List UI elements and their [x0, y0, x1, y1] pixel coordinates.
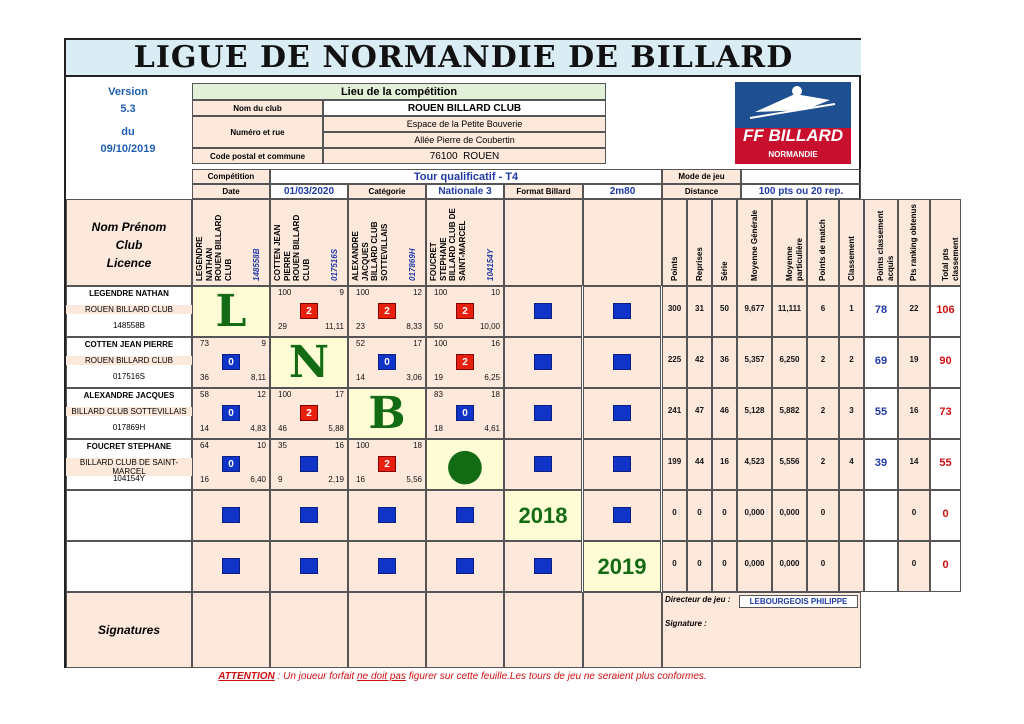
cat-label: Catégorie — [348, 184, 426, 199]
stat-value: 0,000 — [744, 559, 765, 568]
stat-value: 106 — [936, 304, 955, 316]
rue-value-2: Allée Pierre de Coubertin — [323, 132, 606, 148]
match-reprises: 17 — [413, 339, 422, 348]
match-points: 58 — [200, 390, 209, 399]
stat-head-label: Points de match — [818, 219, 827, 281]
stat-value: 2 — [820, 406, 826, 415]
format-value: 2m80 — [583, 184, 662, 199]
match-score-box[interactable] — [222, 558, 240, 574]
match-score-box[interactable]: 0 — [378, 354, 396, 370]
stat-head-label: Série — [719, 261, 729, 281]
player-club: ROUEN BILLARD CLUB — [66, 356, 192, 365]
match-serie: 16 — [356, 475, 365, 484]
match-reprises: 16 — [335, 441, 344, 450]
signature-cell-1 — [192, 592, 270, 668]
match-moyenne: 8,11 — [251, 373, 266, 382]
player-col-club: ROUEN BILLARD CLUB — [292, 214, 311, 281]
stat-value: 0 — [697, 508, 702, 517]
diagonal-mark: ● — [445, 439, 485, 490]
stat-value: 55 — [874, 406, 888, 418]
stat-head-label: Pts ranking obtenus — [909, 204, 918, 281]
match-moyenne: 11,11 — [325, 322, 344, 331]
version-date: 09/10/2019 — [100, 143, 156, 155]
match-score-box[interactable] — [534, 558, 552, 574]
match-serie: 16 — [200, 475, 209, 484]
match-serie: 23 — [356, 322, 365, 331]
stat-value: 241 — [667, 406, 682, 415]
match-points: 52 — [356, 339, 365, 348]
stat-value: 22 — [909, 304, 919, 313]
match-score-box[interactable] — [613, 507, 631, 523]
match-serie: 14 — [356, 373, 365, 382]
match-moyenne: 10,00 — [479, 322, 500, 331]
signatures-label: Signatures — [97, 623, 160, 637]
player-club: ROUEN BILLARD CLUB — [66, 305, 192, 314]
stat-value: 19 — [909, 355, 919, 364]
distance-label: Distance — [662, 184, 741, 199]
stat-value: 0,000 — [779, 559, 800, 568]
version-number: 5.3 — [120, 103, 136, 115]
stat-value: 36 — [720, 355, 729, 364]
signature-cell-3 — [348, 592, 426, 668]
stat-value: 16 — [909, 406, 919, 415]
player-col-licence: 017869H — [408, 248, 417, 281]
match-score-box[interactable]: 0 — [222, 354, 240, 370]
match-reprises: 16 — [491, 339, 500, 348]
stat-value: 0,000 — [779, 508, 800, 517]
stat-value: 6 — [820, 304, 826, 313]
stat-cell-7 — [864, 490, 898, 541]
match-score-box[interactable] — [613, 354, 631, 370]
signature-cell-2 — [270, 592, 348, 668]
stat-value: 78 — [874, 304, 888, 316]
mode-value — [741, 169, 861, 184]
match-score-box[interactable] — [300, 558, 318, 574]
match-score-box[interactable] — [613, 405, 631, 421]
stat-value: 0 — [722, 508, 727, 517]
match-score-box[interactable] — [378, 507, 396, 523]
stat-value: 31 — [695, 304, 704, 313]
stat-head-label: Points — [669, 256, 679, 281]
signature-cell-4 — [426, 592, 504, 668]
stat-value: 46 — [720, 406, 729, 415]
stat-head-label: Classement — [846, 236, 856, 281]
stat-value: 0 — [820, 508, 826, 517]
match-points: 35 — [278, 441, 287, 450]
stat-value: 5,882 — [779, 406, 800, 415]
match-points: 100 — [278, 288, 292, 297]
stat-value: 0 — [942, 508, 949, 520]
match-score-box[interactable] — [456, 507, 474, 523]
match-serie: 14 — [200, 424, 209, 433]
match-serie: 29 — [278, 322, 287, 331]
match-moyenne: 5,88 — [328, 424, 344, 433]
du-label: du — [121, 126, 135, 138]
stat-value: 55 — [939, 457, 952, 469]
col-head-blank-1 — [504, 199, 583, 286]
match-points: 100 — [356, 441, 370, 450]
match-score-box[interactable]: 2 — [300, 303, 318, 319]
date-value: 01/03/2020 — [270, 184, 348, 199]
stat-value: 0 — [672, 559, 677, 568]
signature-cell-6 — [583, 592, 662, 668]
match-moyenne: 4,83 — [250, 424, 266, 433]
match-score-box[interactable] — [534, 405, 552, 421]
col-head-nom: Nom Prénom Club Licence — [66, 199, 192, 286]
match-points: 73 — [200, 339, 209, 348]
stat-value: 9,677 — [744, 304, 765, 313]
stat-value: 5,357 — [744, 355, 765, 364]
match-score-box[interactable]: 2 — [300, 405, 318, 421]
match-points: 100 — [434, 339, 448, 348]
rue-value-1: Espace de la Petite Bouverie — [323, 116, 606, 132]
match-serie: 50 — [434, 322, 443, 331]
directeur-name: LEBOURGEOIS PHILIPPE — [739, 595, 858, 608]
match-points: 100 — [434, 288, 448, 297]
match-reprises: 18 — [413, 441, 422, 450]
player-name: ALEXANDRE JACQUES — [83, 391, 175, 400]
match-moyenne: 6,40 — [250, 475, 266, 484]
stat-value: 0 — [722, 559, 727, 568]
format-label: Format Billard — [504, 184, 583, 199]
stat-value: 5,556 — [779, 457, 800, 466]
player-col-licence: 017516S — [330, 248, 339, 281]
stat-value: 0 — [697, 559, 702, 568]
player-name: LEGENDRE NATHAN — [89, 289, 169, 298]
version-block — [66, 78, 190, 170]
match-score-box[interactable]: 0 — [222, 456, 240, 472]
player-col-licence: 104154Y — [486, 248, 495, 281]
match-reprises: 12 — [257, 390, 266, 399]
player-col-name: COTTEN JEAN PIERRE — [273, 224, 292, 281]
signatures-label-cell — [66, 592, 192, 668]
player-col-name: LEGENDRE NATHAN — [195, 236, 214, 281]
match-moyenne: 8,33 — [406, 322, 422, 331]
stat-value: 5,128 — [744, 406, 765, 415]
stat-value: 0 — [672, 508, 677, 517]
club-value: ROUEN BILLARD CLUB — [323, 100, 606, 116]
match-serie: 46 — [278, 424, 287, 433]
match-points: 64 — [200, 441, 209, 450]
version-label: Version — [108, 86, 148, 98]
match-points: 100 — [278, 390, 292, 399]
match-score-box[interactable] — [222, 507, 240, 523]
score-sheet — [64, 38, 960, 668]
player-licence: 148558B — [112, 321, 146, 330]
match-moyenne: 5,56 — [406, 475, 422, 484]
diagonal-mark: 2019 — [597, 553, 647, 579]
match-points: 83 — [434, 390, 443, 399]
match-reprises: 9 — [261, 339, 266, 348]
player-col-club: ROUEN BILLARD CLUB — [214, 214, 233, 281]
stat-value: 42 — [695, 355, 704, 364]
stat-value: 0 — [911, 559, 917, 568]
match-score-box[interactable] — [378, 558, 396, 574]
stat-value: 0,000 — [744, 508, 765, 517]
distance-value: 100 pts ou 20 rep. — [741, 184, 861, 199]
player-licence: 104154Y — [112, 474, 146, 483]
stat-head-label: Total pts classement — [940, 237, 960, 281]
stat-value: 14 — [909, 457, 919, 466]
stat-value: 44 — [695, 457, 704, 466]
stat-value: 73 — [939, 406, 952, 418]
match-serie: 18 — [434, 424, 443, 433]
stat-value: 3 — [849, 406, 854, 415]
match-serie: 36 — [200, 373, 209, 382]
player-name: FOUCRET STEPHANE — [86, 442, 172, 451]
stat-value: 225 — [667, 355, 682, 364]
col-head-blank-2 — [583, 199, 662, 286]
match-moyenne: 6,25 — [484, 373, 500, 382]
player-col-club: BILLARD CLUB DE SAINT-MARCEL — [448, 208, 467, 281]
cp-label: Code postal et commune — [192, 148, 323, 164]
logo-text: FF BILLARD — [742, 126, 844, 145]
stat-head-label: Moyenne particulière — [784, 237, 804, 281]
match-reprises: 17 — [335, 390, 344, 399]
page-title-banner — [66, 40, 861, 77]
date-label: Date — [192, 184, 270, 199]
player-col-name: FOUCRET STEPHANE — [429, 237, 448, 281]
attention-note: ATTENTION : Un joueur forfait ne doit pas figurer sur cette feuille.Les tours de jeu ne seraient plus conformes. — [218, 671, 707, 682]
stat-value: 1 — [849, 304, 854, 313]
match-score-box[interactable] — [613, 456, 631, 472]
directeur-cell — [662, 592, 861, 668]
match-points: 100 — [356, 288, 370, 297]
rue-label: Numéro et rue — [192, 116, 323, 148]
player-club: BILLARD CLUB DE SAINT-MARCEL — [66, 458, 192, 476]
stat-value: 11,111 — [777, 304, 802, 313]
stat-value: 2 — [820, 457, 826, 466]
stat-cell-6 — [839, 541, 864, 592]
stat-value: 300 — [667, 304, 682, 313]
cp-value: 76100 ROUEN — [323, 148, 606, 164]
stat-head-label: Reprises — [694, 247, 704, 281]
match-score-box[interactable] — [300, 456, 318, 472]
stat-value: 4,523 — [744, 457, 765, 466]
stat-value: 50 — [720, 304, 729, 313]
match-serie: 19 — [434, 373, 443, 382]
match-moyenne: 4,61 — [484, 424, 500, 433]
diagonal-mark: N — [288, 337, 330, 388]
player-col-name: ALEXANDRE JACQUES — [351, 231, 370, 281]
match-score-box[interactable] — [613, 303, 631, 319]
attention-word: ATTENTION — [218, 671, 275, 682]
stat-value: 2 — [820, 355, 826, 364]
mode-label: Mode de jeu — [662, 169, 741, 184]
ffbillard-logo — [735, 82, 851, 164]
stat-value: 6,250 — [779, 355, 800, 364]
signature-label: Signature : — [665, 619, 707, 628]
lieu-title: Lieu de la compétition — [192, 83, 606, 100]
stat-value: 4 — [849, 457, 854, 466]
match-reprises: 10 — [491, 288, 500, 297]
stat-value: 0 — [942, 559, 949, 571]
stat-value: 199 — [667, 457, 682, 466]
competition-value: Tour qualificatif - T4 — [270, 169, 662, 184]
stat-value: 0 — [820, 559, 826, 568]
match-serie: 9 — [278, 475, 283, 484]
diagonal-mark: 2018 — [518, 502, 568, 528]
player-col-licence: 148558B — [252, 248, 261, 281]
logo-region: NORMANDIE — [768, 150, 818, 159]
stat-value: 69 — [874, 355, 888, 367]
match-score-box[interactable] — [534, 456, 552, 472]
stat-value: 0 — [911, 508, 917, 517]
stat-value: 39 — [874, 457, 888, 469]
stat-value: 2 — [849, 355, 854, 364]
match-reprises: 9 — [339, 288, 344, 297]
signature-cell-5 — [504, 592, 583, 668]
billiard-player-icon — [735, 82, 851, 128]
match-reprises: 18 — [491, 390, 500, 399]
match-score-box[interactable]: 0 — [456, 405, 474, 421]
match-moyenne: 3,06 — [406, 373, 422, 382]
match-reprises: 12 — [413, 288, 422, 297]
player-name: COTTEN JEAN PIERRE — [84, 340, 174, 349]
match-score-box[interactable]: 2 — [378, 456, 396, 472]
match-score-box[interactable] — [534, 354, 552, 370]
match-score-box[interactable]: 2 — [456, 303, 474, 319]
player-club: BILLARD CLUB SOTTEVILLAIS — [66, 407, 192, 416]
stat-cell-7 — [864, 541, 898, 592]
diagonal-mark: L — [215, 286, 247, 337]
match-score-box[interactable]: 2 — [456, 354, 474, 370]
club-label: Nom du club — [192, 100, 323, 116]
player-licence: 017516S — [112, 372, 146, 381]
directeur-label: Directeur de jeu : — [665, 595, 731, 604]
match-score-box[interactable]: 0 — [222, 405, 240, 421]
stat-cell-6 — [839, 490, 864, 541]
match-moyenne: 2,19 — [328, 475, 344, 484]
player-row-cell-4 — [66, 490, 192, 541]
cat-value: Nationale 3 — [426, 184, 504, 199]
stat-head-label: Moyenne Générale — [749, 209, 759, 281]
competition-label: Compétition — [192, 169, 270, 184]
match-score-box[interactable] — [300, 507, 318, 523]
match-reprises: 10 — [257, 441, 266, 450]
player-row-cell-5 — [66, 541, 192, 592]
page-title: LIGUE DE NORMANDIE DE BILLARD — [133, 40, 794, 75]
diagonal-mark: B — [368, 388, 406, 439]
player-col-club: BILLARD CLUB SOTTEVILLAIS — [370, 221, 389, 281]
stat-value: 47 — [695, 406, 704, 415]
stat-head-label: Points classement acquis — [876, 210, 895, 281]
match-score-box[interactable]: 2 — [378, 303, 396, 319]
match-score-box[interactable] — [456, 558, 474, 574]
stat-value: 90 — [939, 355, 952, 367]
player-licence: 017869H — [112, 423, 146, 432]
stat-value: 16 — [720, 457, 729, 466]
match-score-box[interactable] — [534, 303, 552, 319]
